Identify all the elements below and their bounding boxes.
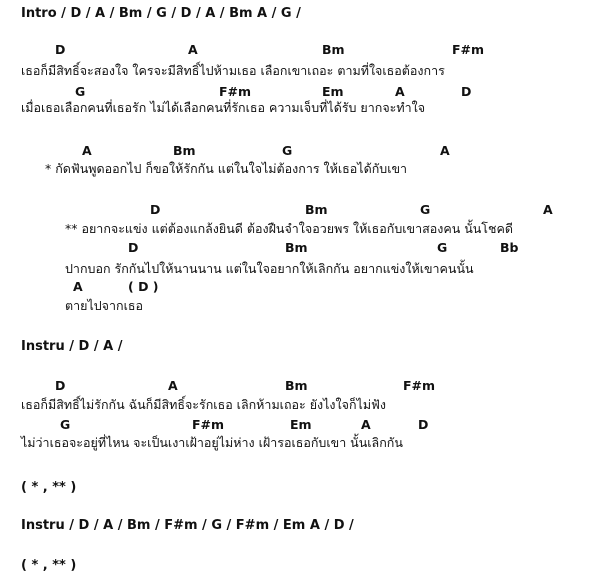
chord: A xyxy=(73,279,83,294)
intro-line: Intro / D / A / Bm / G / D / A / Bm A / G / xyxy=(21,6,301,21)
chord: D xyxy=(128,240,139,255)
chord: D xyxy=(418,417,429,432)
chord: G xyxy=(420,202,431,217)
chord: Bm xyxy=(173,143,196,158)
chord: A xyxy=(168,378,178,393)
chord: Bb xyxy=(500,240,519,255)
chord: D xyxy=(461,84,472,99)
repeat-marker: ( * , ** ) xyxy=(21,558,77,573)
instrumental-line: Instru / D / A / Bm / F#m / G / F#m / Em A / D / xyxy=(21,518,354,533)
chord: Em xyxy=(290,417,312,432)
chord: F#m xyxy=(219,84,252,99)
chord: Bm xyxy=(285,240,308,255)
chord: ( D ) xyxy=(128,279,159,294)
lyric-line: ** อยากจะแข่ง แต่ต้องแกล้งยินดี ต้องฝืนจำใจอวยพร ให้เธอกับเขาสองคน นั้นโชคดี xyxy=(65,221,513,236)
chord: Bm xyxy=(285,378,308,393)
chord: G xyxy=(437,240,448,255)
lyric-line: เธอก็มีสิทธิ์ไม่รักกัน ฉันก็มีสิทธิ์จะรักเธอ เลิกห้ามเถอะ ยังไงใจก็ไม่ฟัง xyxy=(21,397,387,412)
chord: D xyxy=(150,202,161,217)
chord: F#m xyxy=(192,417,225,432)
lyric-line: ไม่ว่าเธอจะอยู่ที่ไหน จะเป็นเงาเฝ้าอยู่ไม่ห่าง เฝ้ารอเธอกับเขา นั้นเลิกกัน xyxy=(21,435,403,450)
lyric-line: เธอก็มีสิทธิ์จะสองใจ ใครจะมีสิทธิ์ไปห้ามเธอ เลือกเขาเถอะ ตามที่ใจเธอต้องการ xyxy=(21,63,445,78)
lyric-line: ตายไปจากเธอ xyxy=(65,298,144,313)
chord: Bm xyxy=(322,42,345,57)
chord: G xyxy=(60,417,71,432)
chord: F#m xyxy=(403,378,436,393)
chord: G xyxy=(75,84,86,99)
chord: Bm xyxy=(305,202,328,217)
lyric-line: เมื่อเธอเลือกคนที่เธอรัก ไม่ได้เลือกคนที่รักเธอ ความเจ็บที่ได้รับ ยากจะทำใจ xyxy=(21,100,426,115)
chord: D xyxy=(55,378,66,393)
chord: Em xyxy=(322,84,344,99)
chord: A xyxy=(188,42,198,57)
chord: G xyxy=(282,143,293,158)
instrumental-line: Instru / D / A / xyxy=(21,339,123,354)
chord: A xyxy=(440,143,450,158)
chord: A xyxy=(82,143,92,158)
chord: A xyxy=(543,202,553,217)
chord: F#m xyxy=(452,42,485,57)
repeat-marker: ( * , ** ) xyxy=(21,480,77,495)
chord: D xyxy=(55,42,66,57)
lyric-line: ปากบอก รักกันไปให้นานนาน แต่ในใจอยากให้เลิกกัน อยากแข่งให้เขาคนนั้น xyxy=(65,261,474,276)
chord: A xyxy=(361,417,371,432)
chord: A xyxy=(395,84,405,99)
lyric-line: * กัดฟันพูดออกไป ก็ขอให้รักกัน แต่ในใจไม่ต้องการ ให้เธอได้กับเขา xyxy=(45,161,408,176)
